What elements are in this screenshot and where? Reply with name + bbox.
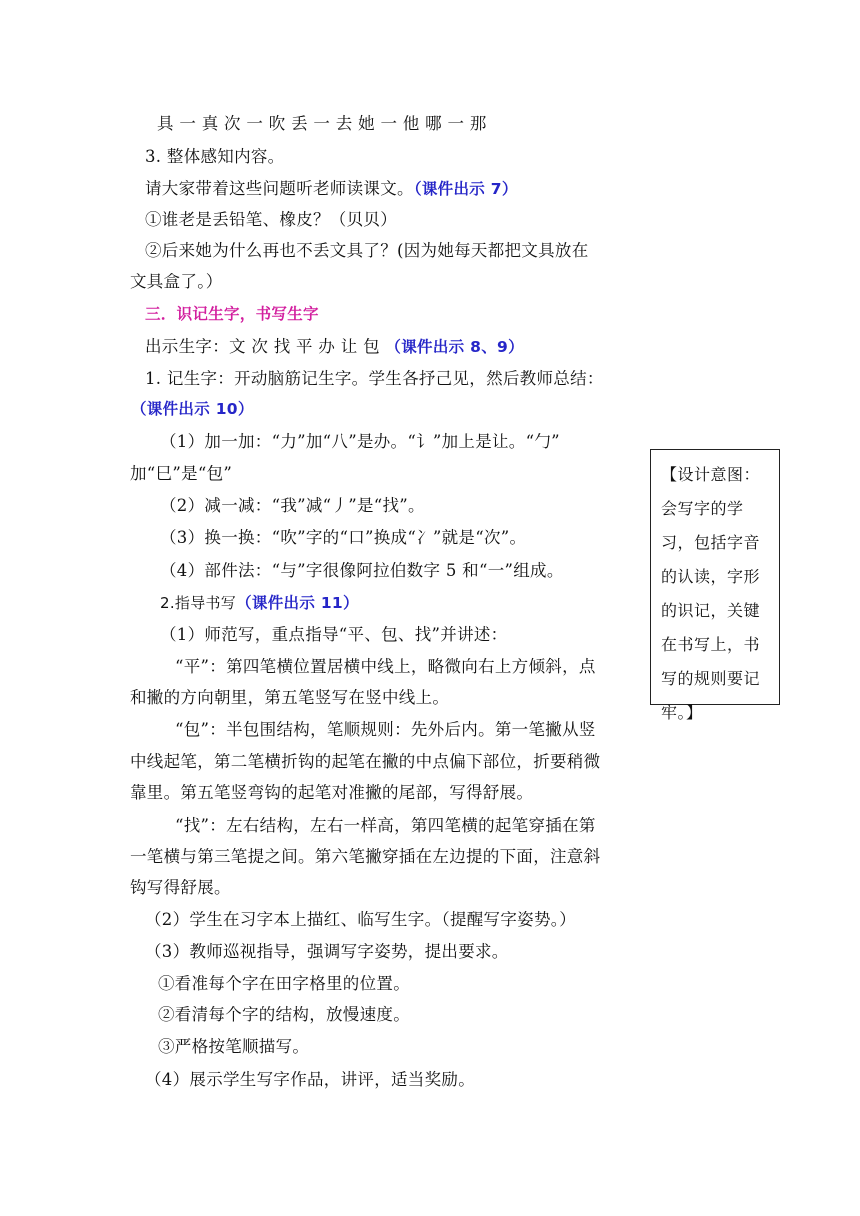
courseware-ref-10: （课件出示 10） (131, 400, 254, 418)
design-intent-box (650, 449, 780, 722)
teacher-demo: （1）师范写，重点指导“平、包、找”并讲述： (160, 625, 508, 644)
courseware-ref-11: （课件出示 11） (236, 594, 359, 612)
question-2-cont: 文具盒了。） (130, 272, 223, 291)
char-bao-desc: “包”：半包围结构，笔顺规则：先外后内。第一笔撇从竖 (175, 720, 596, 739)
writing-guide-label: 2.指导书写 (160, 594, 237, 612)
showcase-work: （4）展示学生写字作品，讲评，适当奖励。 (145, 1070, 475, 1089)
requirement-1: ①看准每个字在田字格里的位置。 (158, 974, 410, 993)
step-3-heading: 3. 整体感知内容。 (145, 147, 285, 166)
char-ping-desc-cont: 和撇的方向朝里，第五笔竖写在竖中线上。 (130, 688, 450, 707)
char-zhao-desc-cont: 一笔横与第三笔提之间。第六笔撇穿插在左边提的下面，注意斜 (130, 847, 601, 866)
teacher-patrol: （3）教师巡视指导，强调写字姿势，提出要求。 (145, 942, 509, 961)
courseware-ref-8-9: （课件出示 8、9） (385, 338, 524, 356)
instruction-text: 请大家带着这些问题听老师读课文。 (145, 179, 414, 198)
new-characters-line (145, 331, 635, 363)
method-subtract: （2）减一减：“我”减“丿”是“找”。 (160, 496, 425, 515)
listen-instruction (145, 173, 635, 205)
question-2: ②后来她为什么再也不丢文具了？(因为她每天都把文具放在 (145, 241, 589, 260)
char-bao-desc-cont2: 靠里。第五笔竖弯钩的起笔对准撇的尾部，写得舒展。 (130, 783, 534, 802)
question-1: ①谁老是丢铅笔、橡皮？（贝贝） (145, 210, 397, 229)
memorize-step: 1. 记生字：开动脑筋记生字。学生各抒己见，然后教师总结： (145, 369, 604, 388)
method-swap: （3）换一换：“吹”字的“口”换成“冫”就是“次”。 (160, 528, 527, 547)
method-add: （1）加一加：“力”加“八”是办。“讠”加上是让。“勹” (160, 432, 560, 451)
char-comparison-line: 具 一 真 次 一 吹 丢 一 去 她 一 他 哪 一 那 (157, 114, 487, 133)
student-practice: （2）学生在习字本上描红、临写生字。（提醒写字姿势。） (145, 910, 577, 929)
char-ping-desc: “平”：第四笔横位置居横中线上，略微向右上方倾斜，点 (175, 657, 596, 676)
method-component: （4）部件法：“与”字很像阿拉伯数字 5 和“一”组成。 (160, 561, 564, 580)
char-bao-desc-cont: 中线起笔，第二笔横折钩的起笔在撇的中点偏下部位，折要稍微 (130, 752, 601, 771)
writing-guide-heading (160, 587, 650, 619)
char-zhao-desc: “找”：左右结构，左右一样高，第四笔横的起笔穿插在第 (175, 816, 596, 835)
char-zhao-desc-cont2: 钩写得舒展。 (130, 878, 231, 897)
requirement-3: ③严格按笔顺描写。 (158, 1037, 310, 1056)
method-add-cont: 加“巳”是“包” (130, 464, 233, 483)
section-3-heading: 三．识记生字，书写生字 (145, 305, 319, 323)
requirement-2: ②看清每个字的结构，放慢速度。 (158, 1005, 410, 1024)
new-characters-text: 出示生字：文 次 找 平 办 让 包 (145, 337, 386, 356)
courseware-ref-7: （课件出示 7） (413, 180, 518, 198)
design-intent-text: 【设计意图：会写字的学习，包括字音的认读，字形的识记，关键在书写上，书写的规则要记牢。】 (661, 465, 761, 722)
